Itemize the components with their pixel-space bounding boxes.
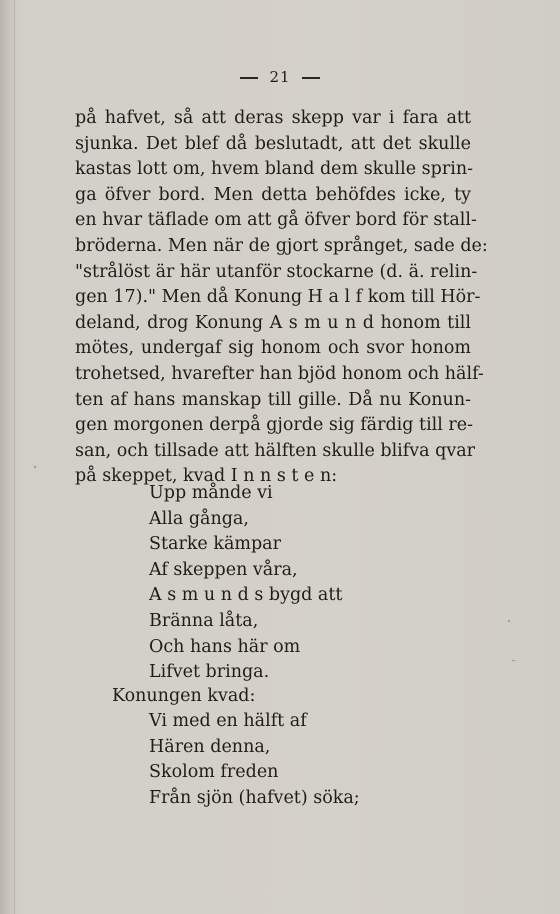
prose-line: trohetsed, hvarefter han bjöd honom och hälf- (75, 363, 484, 384)
verse-line: Bränna låta, (149, 610, 259, 631)
prose-line: kastas lott om, hvem bland dem skulle sprin- (75, 159, 473, 180)
prose-line: "strålöst är här utanför stockarne (d. ä. relin- (75, 261, 478, 282)
verse-stanza-konungen (149, 709, 360, 811)
verse-line: Alla gånga, (149, 508, 249, 529)
verse-line: Och hans här om (149, 636, 301, 657)
prose-line: en hvar täflade om att gå öfver bord för stall- (75, 210, 477, 231)
verse-line: Upp månde vi (149, 483, 273, 503)
prose-block (75, 106, 488, 490)
prose-line: ga öfver bord. Men detta behöfdes icke, ty (75, 184, 471, 205)
prose-line: på hafvet, så att deras skepp var i fara att (75, 108, 471, 128)
paper-speck (34, 466, 36, 468)
page-header (0, 68, 560, 86)
verse-line: Starke kämpar (149, 534, 281, 555)
prose-line: sjunka. Det blef då beslutadt, att det skulle (75, 133, 471, 154)
paper-speck (512, 660, 515, 661)
prose-line: mötes, undergaf sig honom och svor honom (75, 338, 471, 359)
prose-line: bröderna. Men när de gjort språnget, sade de: (75, 235, 488, 256)
prose-line: ten af hans manskap till gille. Då nu Konun- (75, 389, 471, 410)
verse-line: Från sjön (hafvet) söka; (149, 787, 360, 808)
prose-line: gen morgonen derpå gjorde sig färdig till re- (75, 415, 474, 436)
page-number: 21 (269, 68, 291, 86)
speaker-label: Konungen kvad: (112, 686, 256, 706)
verse-line: Skolom freden (149, 762, 279, 783)
verse-line: Af skeppen våra, (149, 559, 298, 580)
paper-speck (508, 620, 510, 622)
header-dash-right (302, 77, 320, 79)
verse-line: A s m u n d s bygd att (149, 585, 343, 606)
prose-line: deland, drog Konung A s m u n d honom till (75, 312, 471, 333)
verse-line: Vi med en hälft af (149, 711, 307, 731)
verse-line: Lifvet bringa. (149, 662, 270, 683)
header-dash-left (240, 77, 258, 79)
prose-line: på skeppet, kvad I n n s t e n: (75, 466, 338, 487)
prose-line: san, och tillsade att hälften skulle blifva qvar (75, 440, 476, 461)
verse-line: Hären denna, (149, 736, 271, 757)
page-gutter (14, 0, 15, 914)
prose-line: gen 17)." Men då Konung H a l f kom till Hör- (75, 287, 481, 308)
verse-stanza-innsten (149, 481, 342, 686)
